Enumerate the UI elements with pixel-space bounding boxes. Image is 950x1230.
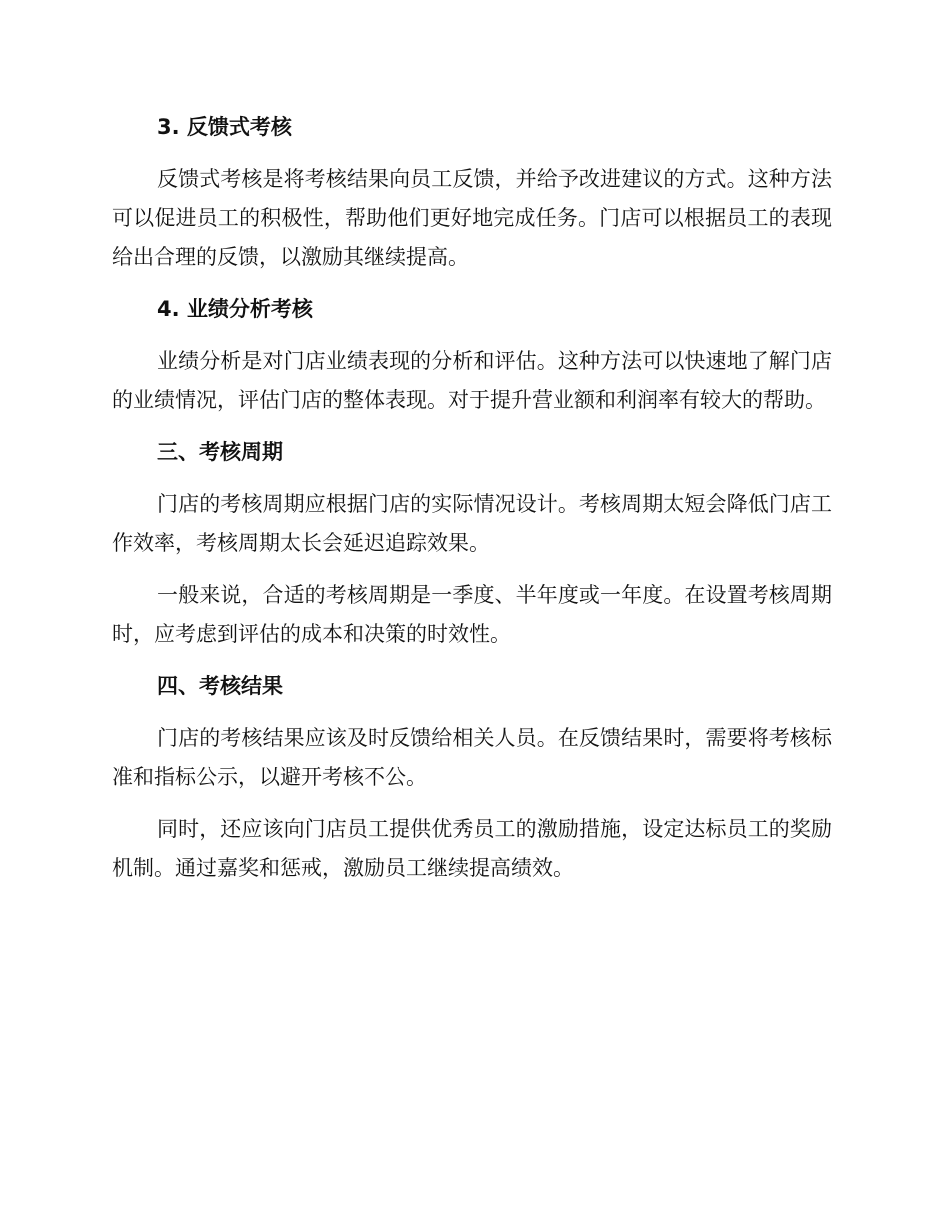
paragraph-assessment-cycle-1: 门店的考核周期应根据门店的实际情况设计。考核周期太短会降低门店工作效率，考核周期太长会延迟追踪效果。 bbox=[112, 492, 832, 555]
section-heading-feedback-assessment: 3. 反馈式考核 bbox=[157, 115, 292, 139]
paragraph-assessment-results-2: 同时，还应该向门店员工提供优秀员工的激励措施，设定达标员工的奖励机制。通过嘉奖和惩戒，激励员工继续提高绩效。 bbox=[112, 817, 832, 880]
section-heading-performance-analysis: 4. 业绩分析考核 bbox=[157, 297, 313, 321]
document-body bbox=[112, 108, 832, 888]
section-heading-assessment-results: 四、考核结果 bbox=[157, 674, 283, 698]
paragraph-feedback-assessment: 反馈式考核是将考核结果向员工反馈，并给予改进建议的方式。这种方法可以促进员工的积极性，帮助他们更好地完成任务。门店可以根据员工的表现给出合理的反馈，以激励其继续提高。 bbox=[112, 167, 832, 269]
section-heading-assessment-cycle: 三、考核周期 bbox=[157, 440, 283, 464]
paragraph-assessment-results-1: 门店的考核结果应该及时反馈给相关人员。在反馈结果时，需要将考核标准和指标公示，以避开考核不公。 bbox=[112, 726, 832, 789]
paragraph-performance-analysis: 业绩分析是对门店业绩表现的分析和评估。这种方法可以快速地了解门店的业绩情况，评估门店的整体表现。对于提升营业额和利润率有较大的帮助。 bbox=[112, 349, 832, 412]
paragraph-assessment-cycle-2: 一般来说，合适的考核周期是一季度、半年度或一年度。在设置考核周期时，应考虑到评估的成本和决策的时效性。 bbox=[112, 583, 832, 646]
